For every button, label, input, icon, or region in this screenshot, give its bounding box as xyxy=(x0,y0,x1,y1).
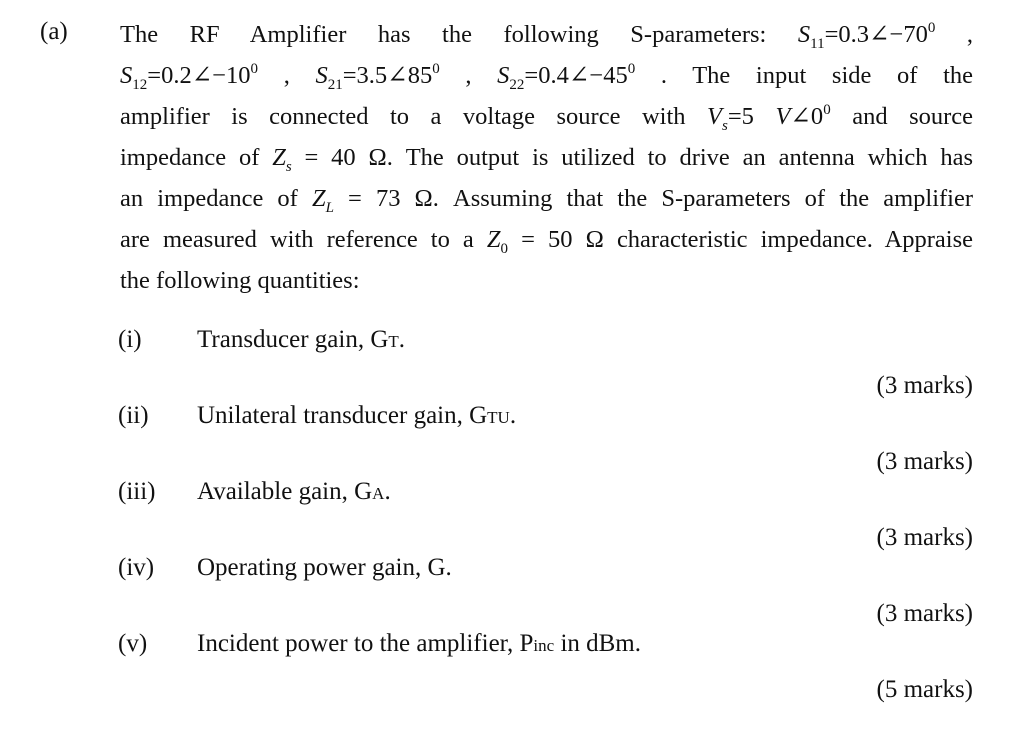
load-impedance: $Z_L = 73$ Ω xyxy=(311,185,433,216)
question-line-6: are measured with reference to a $Z_0 = 50$ Ω characteristic impedance. Appraise xyxy=(120,226,974,257)
s22-param: $S_{22}=0.4\angle-45^0$ xyxy=(497,61,636,93)
source-impedance: $Z_s = 40$ Ω xyxy=(272,144,387,175)
s21-param: $S_{21}=3.5\angle 85^0$ xyxy=(315,61,440,93)
s12-param: $S_{12}=0.2\angle-10^0$ xyxy=(120,61,259,93)
sub-question-number: (iv) xyxy=(118,554,155,581)
sub-question-text: Transducer gain, GT. xyxy=(197,326,406,353)
s11-param: $S_{11}=0.3\angle-70^0$ xyxy=(797,20,936,52)
sub-question-text: Incident power to the amplifier, Pinc in dBm. xyxy=(197,630,642,657)
sub-question-number: (i) xyxy=(118,326,142,353)
question-line-5: an impedance of $Z_L = 73$ Ω. Assuming that the S-parameters of the amplifier xyxy=(120,185,974,216)
question-line-3: amplifier is connected to a voltage source with $V_s=5$ $V\angle 0^0$ and source xyxy=(120,102,974,134)
question-line-7: the following quantities: xyxy=(120,267,360,294)
marks-label: (3 marks) xyxy=(876,524,973,551)
sub-question-number: (ii) xyxy=(118,402,149,429)
marks-label: (5 marks) xyxy=(876,676,973,703)
source-voltage: $V_s=5$ $V\angle 0^0$ xyxy=(707,102,831,134)
marks-label: (3 marks) xyxy=(876,448,973,475)
marks-label: (3 marks) xyxy=(876,600,973,627)
sub-question-text: Unilateral transducer gain, GTU. xyxy=(197,402,517,429)
sub-question-text: Operating power gain, G. xyxy=(197,554,452,581)
question-label: (a) xyxy=(40,18,68,45)
question-line-1: The RF Amplifier has the following S-parameters: $S_{11}=0.3\angle-70^0$ , xyxy=(120,20,974,52)
marks-label: (3 marks) xyxy=(876,372,973,399)
sub-question-number: (v) xyxy=(118,630,148,657)
question-line-2: $S_{12}=0.2\angle-10^0$ , $S_{21}=3.5\angle 85^0$ , $S_{22}=0.4\angle-45^0$ . The input side of the xyxy=(120,61,974,93)
reference-impedance: $Z_0 = 50$ Ω xyxy=(486,226,604,257)
sub-question-number: (iii) xyxy=(118,478,156,505)
question-line-4: impedance of $Z_s = 40$ Ω. The output is utilized to drive an antenna which has xyxy=(120,144,973,175)
sub-question-text: Available gain, GA. xyxy=(197,478,391,505)
